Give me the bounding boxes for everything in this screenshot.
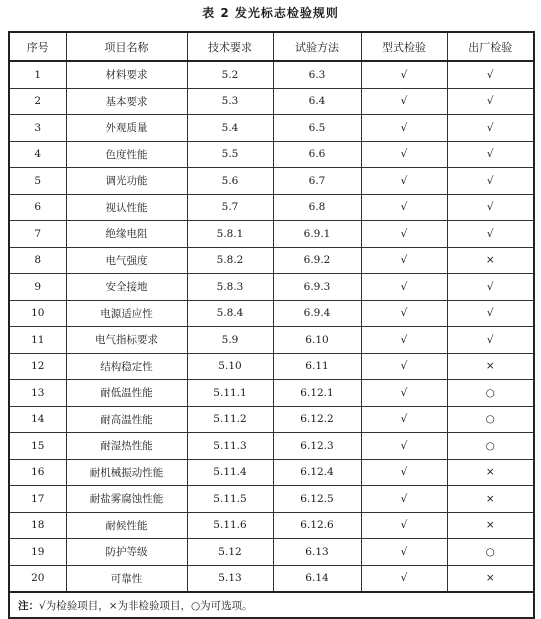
row-number-cell: 6	[9, 194, 66, 221]
type-inspection-cell: √	[361, 88, 447, 115]
header-cell: 试验方法	[273, 32, 361, 61]
item-name-cell: 可靠性	[66, 565, 187, 592]
factory-inspection-cell: √	[447, 141, 534, 168]
type-inspection-cell: √	[361, 353, 447, 380]
tech-requirement-cell: 5.3	[187, 88, 273, 115]
type-inspection-cell: √	[361, 433, 447, 460]
tech-requirement-cell: 5.2	[187, 61, 273, 88]
test-method-cell: 6.14	[273, 565, 361, 592]
test-method-cell: 6.7	[273, 168, 361, 195]
header-cell: 项目名称	[66, 32, 187, 61]
item-name-cell: 调光功能	[66, 168, 187, 195]
type-inspection-cell: √	[361, 380, 447, 407]
table-row	[9, 486, 534, 513]
item-name-cell: 耐湿热性能	[66, 433, 187, 460]
type-inspection-cell: √	[361, 327, 447, 354]
factory-inspection-cell: ×	[447, 486, 534, 513]
item-name-cell: 电源适应性	[66, 300, 187, 327]
table-row	[9, 88, 534, 115]
test-method-cell: 6.4	[273, 88, 361, 115]
item-name-cell: 耐低温性能	[66, 380, 187, 407]
table-row	[9, 168, 534, 195]
tech-requirement-cell: 5.11.2	[187, 406, 273, 433]
test-method-cell: 6.12.3	[273, 433, 361, 460]
table-row	[9, 221, 534, 248]
test-method-cell: 6.9.1	[273, 221, 361, 248]
note-text: √为检验项目，×为非检验项目，○为可选项。	[39, 599, 253, 612]
table-row	[9, 565, 534, 592]
tech-requirement-cell: 5.8.4	[187, 300, 273, 327]
test-method-cell: 6.6	[273, 141, 361, 168]
item-name-cell: 材料要求	[66, 61, 187, 88]
type-inspection-cell: √	[361, 486, 447, 513]
item-name-cell: 电气强度	[66, 247, 187, 274]
tech-requirement-cell: 5.11.6	[187, 512, 273, 539]
item-name-cell: 视认性能	[66, 194, 187, 221]
row-number-cell: 7	[9, 221, 66, 248]
tech-requirement-cell: 5.11.3	[187, 433, 273, 460]
tech-requirement-cell: 5.5	[187, 141, 273, 168]
tech-requirement-cell: 5.4	[187, 115, 273, 142]
row-number-cell: 2	[9, 88, 66, 115]
table-note	[9, 592, 534, 618]
row-number-cell: 19	[9, 539, 66, 566]
table-row	[9, 512, 534, 539]
item-name-cell: 外观质量	[66, 115, 187, 142]
tech-requirement-cell: 5.8.2	[187, 247, 273, 274]
row-number-cell: 4	[9, 141, 66, 168]
table-row	[9, 61, 534, 88]
test-method-cell: 6.9.3	[273, 274, 361, 301]
row-number-cell: 15	[9, 433, 66, 460]
item-name-cell: 防护等级	[66, 539, 187, 566]
test-method-cell: 6.12.5	[273, 486, 361, 513]
table-row	[9, 433, 534, 460]
row-number-cell: 5	[9, 168, 66, 195]
factory-inspection-cell: ×	[447, 459, 534, 486]
header-cell: 技术要求	[187, 32, 273, 61]
item-name-cell: 耐机械振动性能	[66, 459, 187, 486]
table-row	[9, 274, 534, 301]
tech-requirement-cell: 5.11.1	[187, 380, 273, 407]
type-inspection-cell: √	[361, 406, 447, 433]
table-row	[9, 247, 534, 274]
factory-inspection-cell: √	[447, 61, 534, 88]
note-label: 注：	[18, 599, 39, 612]
item-name-cell: 耐盐雾腐蚀性能	[66, 486, 187, 513]
table-row	[9, 459, 534, 486]
item-name-cell: 色度性能	[66, 141, 187, 168]
table-body	[9, 61, 534, 592]
table-caption: 表 2 发光标志检验规则	[202, 6, 339, 20]
table-note-row	[9, 592, 534, 618]
tech-requirement-cell: 5.7	[187, 194, 273, 221]
row-number-cell: 10	[9, 300, 66, 327]
factory-inspection-cell: ×	[447, 353, 534, 380]
test-method-cell: 6.12.1	[273, 380, 361, 407]
factory-inspection-cell: ×	[447, 565, 534, 592]
table-row	[9, 380, 534, 407]
item-name-cell: 安全接地	[66, 274, 187, 301]
row-number-cell: 8	[9, 247, 66, 274]
test-method-cell: 6.12.4	[273, 459, 361, 486]
item-name-cell: 耐高温性能	[66, 406, 187, 433]
factory-inspection-cell: ○	[447, 380, 534, 407]
test-method-cell: 6.3	[273, 61, 361, 88]
tech-requirement-cell: 5.9	[187, 327, 273, 354]
table-row	[9, 406, 534, 433]
factory-inspection-cell: √	[447, 194, 534, 221]
factory-inspection-cell: √	[447, 221, 534, 248]
type-inspection-cell: √	[361, 61, 447, 88]
header-cell: 出厂检验	[447, 32, 534, 61]
factory-inspection-cell: √	[447, 168, 534, 195]
type-inspection-cell: √	[361, 221, 447, 248]
test-method-cell: 6.12.6	[273, 512, 361, 539]
row-number-cell: 9	[9, 274, 66, 301]
factory-inspection-cell: √	[447, 274, 534, 301]
row-number-cell: 11	[9, 327, 66, 354]
factory-inspection-cell: ○	[447, 539, 534, 566]
test-method-cell: 6.9.2	[273, 247, 361, 274]
table-row	[9, 539, 534, 566]
type-inspection-cell: √	[361, 565, 447, 592]
item-name-cell: 耐候性能	[66, 512, 187, 539]
item-name-cell: 电气指标要求	[66, 327, 187, 354]
type-inspection-cell: √	[361, 247, 447, 274]
type-inspection-cell: √	[361, 115, 447, 142]
factory-inspection-cell: ○	[447, 406, 534, 433]
type-inspection-cell: √	[361, 141, 447, 168]
table-row	[9, 141, 534, 168]
row-number-cell: 1	[9, 61, 66, 88]
type-inspection-cell: √	[361, 168, 447, 195]
tech-requirement-cell: 5.11.5	[187, 486, 273, 513]
inspection-rules-table	[8, 31, 535, 619]
table-row	[9, 327, 534, 354]
row-number-cell: 13	[9, 380, 66, 407]
factory-inspection-cell: ×	[447, 512, 534, 539]
row-number-cell: 16	[9, 459, 66, 486]
test-method-cell: 6.5	[273, 115, 361, 142]
test-method-cell: 6.10	[273, 327, 361, 354]
row-number-cell: 12	[9, 353, 66, 380]
factory-inspection-cell: √	[447, 300, 534, 327]
tech-requirement-cell: 5.12	[187, 539, 273, 566]
type-inspection-cell: √	[361, 539, 447, 566]
row-number-cell: 18	[9, 512, 66, 539]
factory-inspection-cell: √	[447, 115, 534, 142]
test-method-cell: 6.8	[273, 194, 361, 221]
type-inspection-cell: √	[361, 194, 447, 221]
test-method-cell: 6.12.2	[273, 406, 361, 433]
row-number-cell: 20	[9, 565, 66, 592]
test-method-cell: 6.13	[273, 539, 361, 566]
tech-requirement-cell: 5.13	[187, 565, 273, 592]
table-row	[9, 353, 534, 380]
row-number-cell: 17	[9, 486, 66, 513]
type-inspection-cell: √	[361, 459, 447, 486]
table-row	[9, 115, 534, 142]
header-cell: 序号	[9, 32, 66, 61]
test-method-cell: 6.11	[273, 353, 361, 380]
type-inspection-cell: √	[361, 274, 447, 301]
row-number-cell: 14	[9, 406, 66, 433]
factory-inspection-cell: √	[447, 327, 534, 354]
factory-inspection-cell: ×	[447, 247, 534, 274]
tech-requirement-cell: 5.11.4	[187, 459, 273, 486]
table-row	[9, 194, 534, 221]
tech-requirement-cell: 5.6	[187, 168, 273, 195]
item-name-cell: 绝缘电阻	[66, 221, 187, 248]
item-name-cell: 结构稳定性	[66, 353, 187, 380]
type-inspection-cell: √	[361, 512, 447, 539]
row-number-cell: 3	[9, 115, 66, 142]
type-inspection-cell: √	[361, 300, 447, 327]
tech-requirement-cell: 5.10	[187, 353, 273, 380]
table-row	[9, 300, 534, 327]
table-header-row	[9, 32, 534, 61]
factory-inspection-cell: √	[447, 88, 534, 115]
tech-requirement-cell: 5.8.3	[187, 274, 273, 301]
tech-requirement-cell: 5.8.1	[187, 221, 273, 248]
item-name-cell: 基本要求	[66, 88, 187, 115]
header-cell: 型式检验	[361, 32, 447, 61]
test-method-cell: 6.9.4	[273, 300, 361, 327]
factory-inspection-cell: ○	[447, 433, 534, 460]
